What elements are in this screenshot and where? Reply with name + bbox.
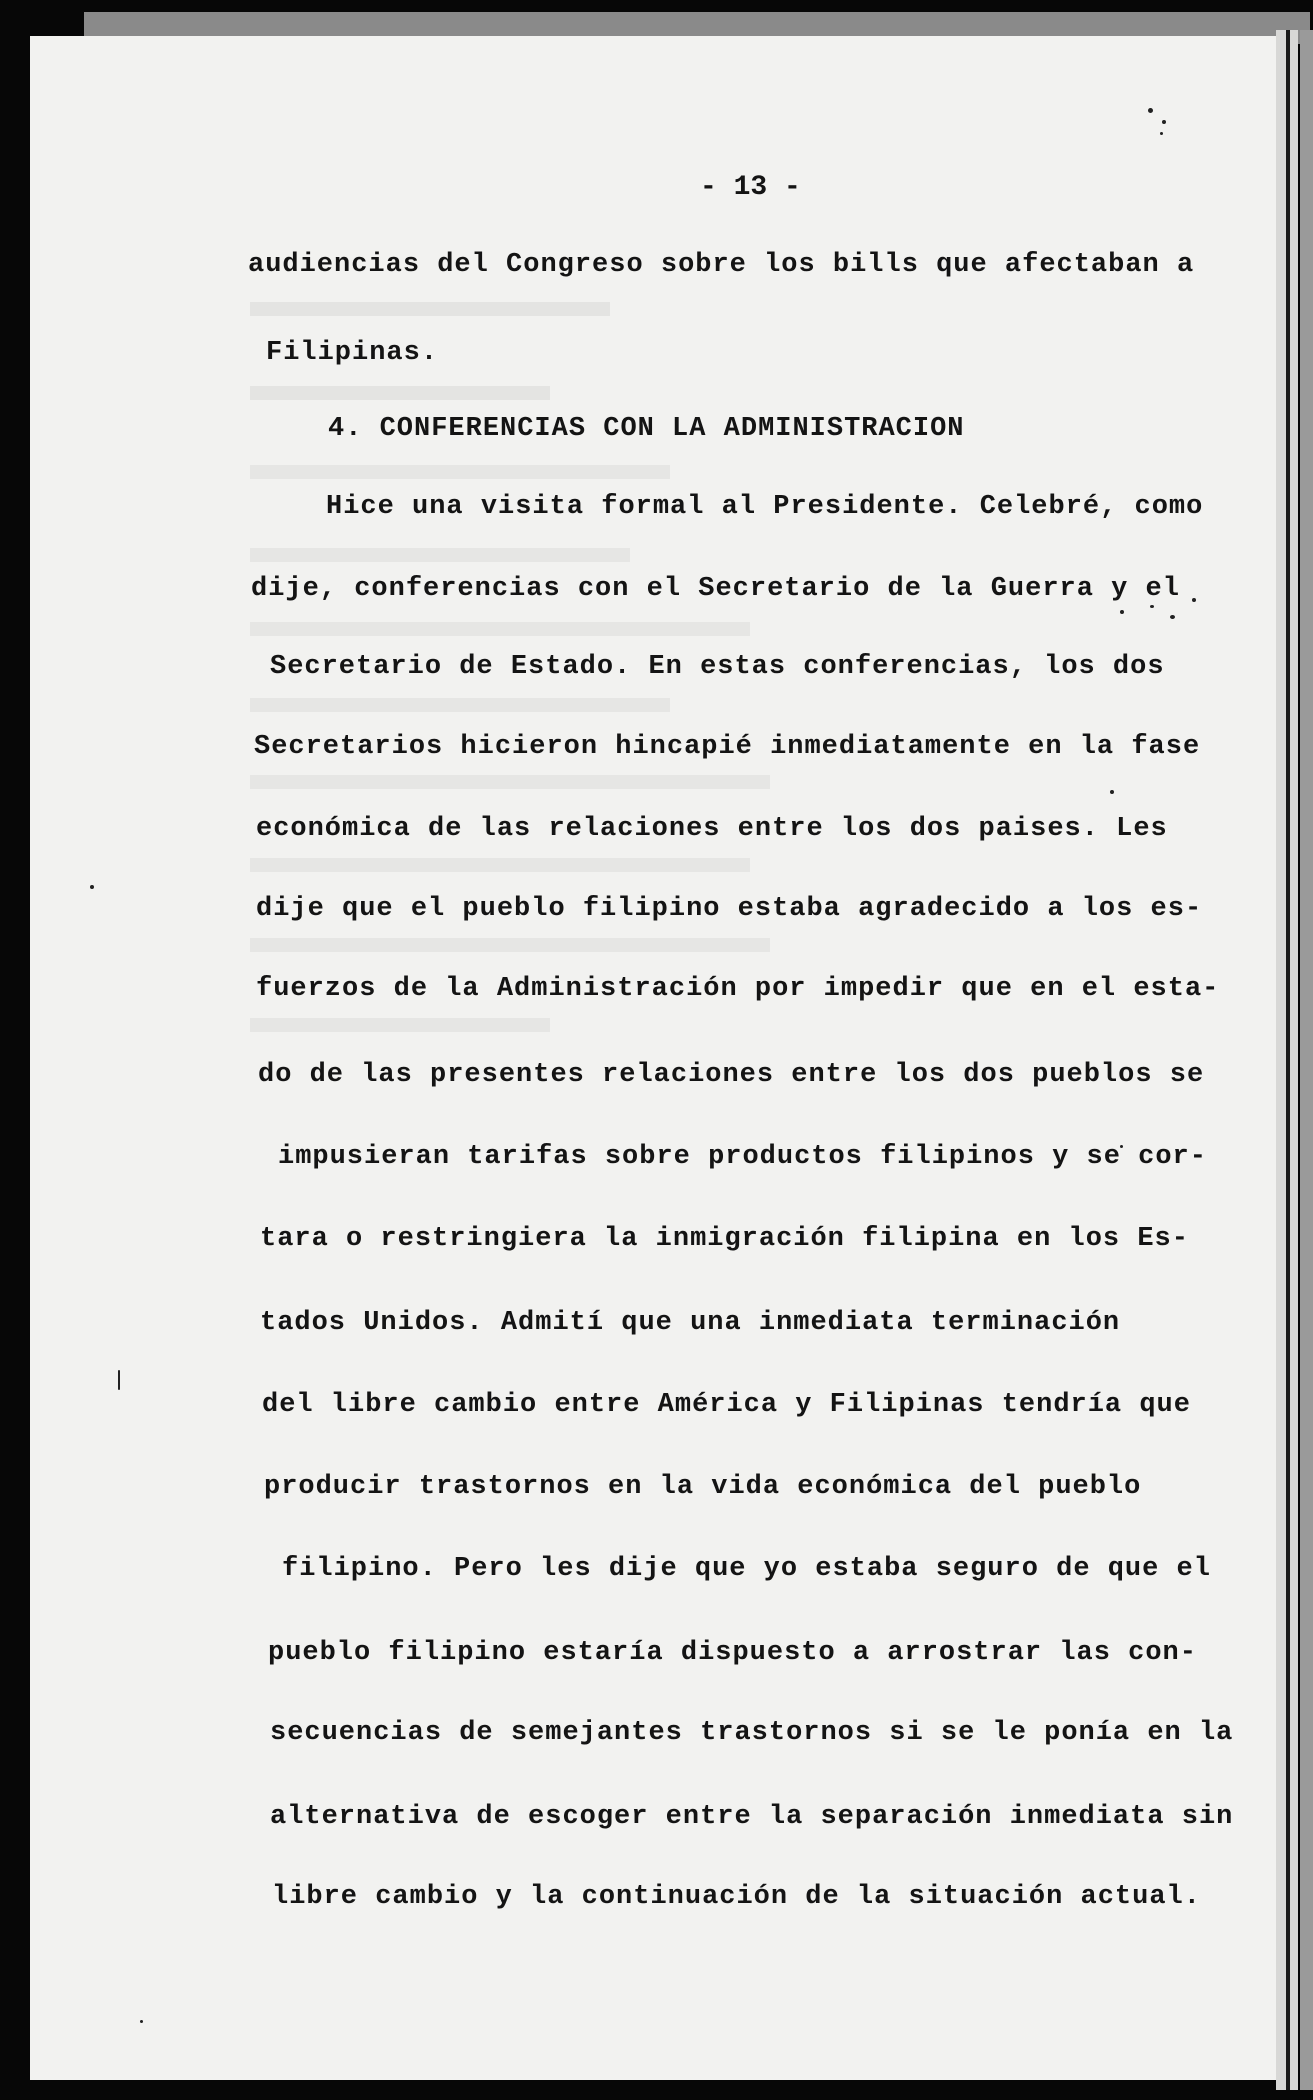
bleed-through-mark: [250, 938, 770, 952]
bleed-through-mark: [250, 1018, 550, 1032]
text-line-12: tara o restringiera la inmigración filipina en los Es-: [260, 1224, 1189, 1254]
text-line-16: filipino. Pero les dije que yo estaba seguro de que el: [282, 1554, 1211, 1584]
dust-speck: [118, 1370, 120, 1390]
dust-speck: [140, 2020, 143, 2023]
text-line-18: secuencias de semejantes trastornos si se le ponía en la: [270, 1718, 1234, 1748]
text-line-9: fuerzos de la Administración por impedir que en el esta-: [256, 974, 1220, 1004]
text-line-6: Secretarios hicieron hincapié inmediatamente en la fase: [254, 732, 1201, 762]
dust-speck: [1120, 610, 1124, 614]
text-line-5: Secretario de Estado. En estas conferencias, los dos: [270, 652, 1165, 682]
text-line-19: alternativa de escoger entre la separación inmediata sin: [270, 1802, 1234, 1832]
text-line-7: económica de las relaciones entre los dos paises. Les: [256, 814, 1168, 844]
text-line-3: Hice una visita formal al Presidente. Celebré, como: [326, 492, 1204, 522]
bleed-through-mark: [250, 858, 750, 872]
text-line-11: impusieran tarifas sobre productos filipinos y se cor-: [278, 1142, 1207, 1172]
text-line-1: audiencias del Congreso sobre los bills que afectaban a: [248, 250, 1195, 280]
dust-speck: [1148, 108, 1153, 113]
dust-speck: [1160, 132, 1163, 135]
dust-speck: [1192, 598, 1196, 602]
bleed-through-mark: [250, 698, 670, 712]
text-line-2: Filipinas.: [266, 338, 439, 368]
bleed-through-mark: [250, 548, 630, 562]
bleed-through-mark: [250, 465, 670, 479]
text-line-4: dije, conferencias con el Secretario de la Guerra y el: [251, 574, 1180, 604]
dust-speck: [1170, 615, 1175, 619]
page-right-edge-strip: [1300, 30, 1313, 2090]
text-line-15: producir trastornos en la vida económica del pueblo: [264, 1472, 1142, 1502]
dust-speck: [1162, 120, 1166, 124]
bleed-through-mark: [250, 302, 610, 316]
text-line-13: tados Unidos. Admití que una inmediata terminación: [260, 1308, 1121, 1338]
text-line-10: do de las presentes relaciones entre los dos pueblos se: [258, 1060, 1205, 1090]
text-line-14: del libre cambio entre América y Filipinas tendría que: [262, 1390, 1191, 1420]
page-number: - 13 -: [700, 172, 801, 203]
bleed-through-mark: [250, 386, 550, 400]
dust-speck: [1110, 790, 1114, 794]
bleed-through-mark: [250, 775, 770, 789]
page-right-edge-line: [1286, 30, 1290, 2090]
text-line-20: libre cambio y la continuación de la situación actual.: [272, 1882, 1201, 1912]
bleed-through-mark: [250, 622, 750, 636]
text-line-17: pueblo filipino estaría dispuesto a arrostrar las con-: [268, 1638, 1197, 1668]
dust-speck: [90, 885, 94, 889]
text-line-8: dije que el pueblo filipino estaba agradecido a los es-: [256, 894, 1203, 924]
section-heading: 4. CONFERENCIAS CON LA ADMINISTRACION: [328, 414, 965, 444]
